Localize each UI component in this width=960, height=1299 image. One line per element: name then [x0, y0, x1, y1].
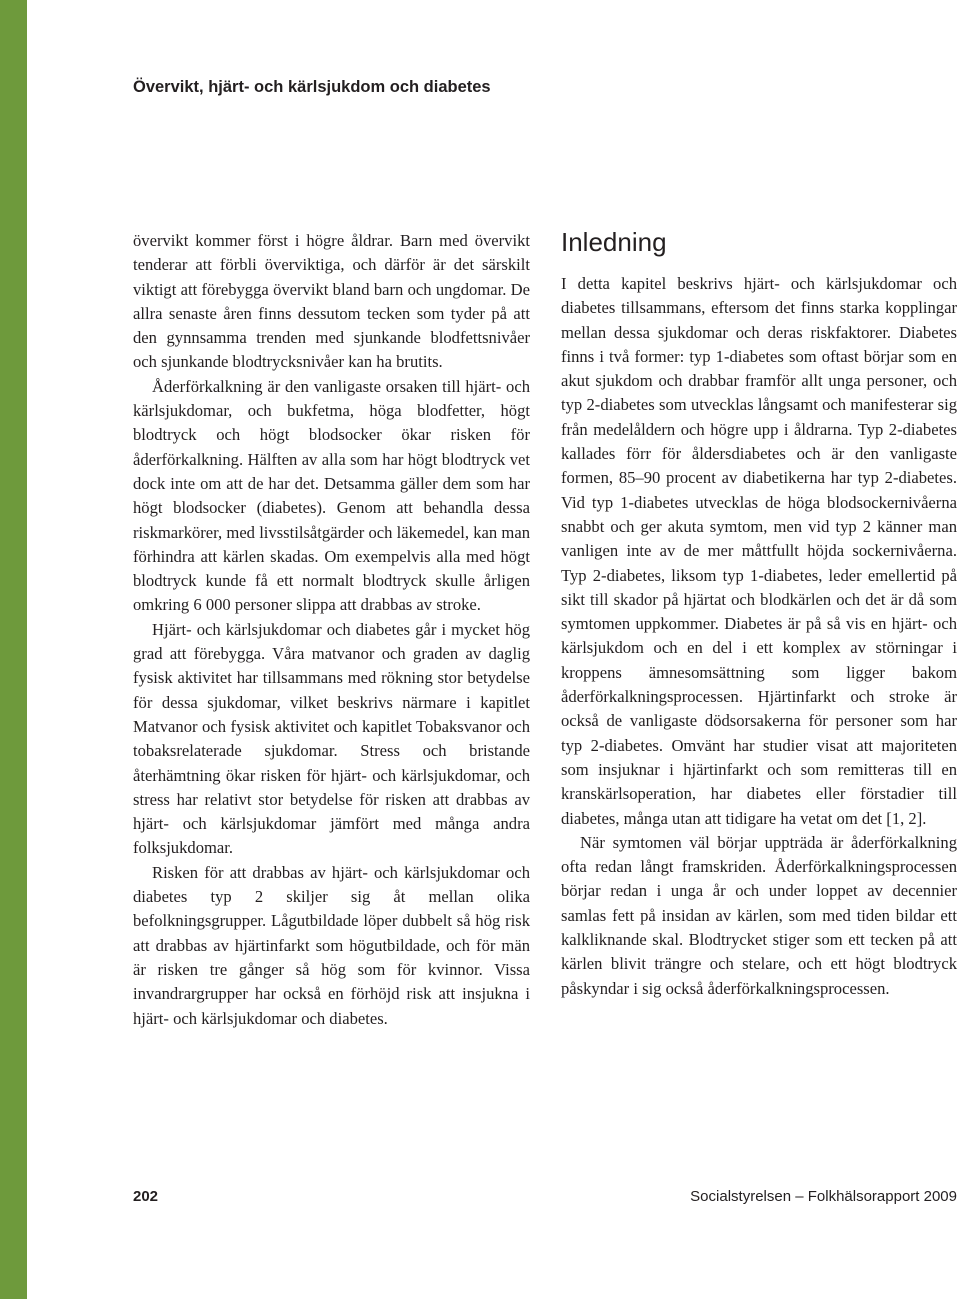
section-heading: Inledning	[561, 227, 667, 257]
right-column	[561, 226, 957, 1001]
body-paragraph: Risken för att drabbas av hjärt- och kärlsjukdomar och diabetes typ 2 skiljer sig åt mellan olika befolkningsgrupper. Lågutbildade löper dubbelt så hög risk att drabbas av hjärtinfarkt som högutbildade, och för män är risken tre gånger så hög som för kvinnor. Vissa invandrargrupper har också en förhöjd risk att insjukna i hjärt- och kärlsjukdomar och diabetes.	[133, 862, 530, 1028]
publication-title: Socialstyrelsen – Folkhälsorapport 2009	[690, 1188, 957, 1205]
body-paragraph: övervikt kommer först i högre åldrar. Barn med övervikt tenderar att förbli överviktiga, och därför är det särskilt viktigt att förebygga övervikt bland barn och ungdomar. De allra senaste åren finns dessutom tecken som tyder på att den gynnsamma trenden med sjunkande blodfettsnivåer och sjunkande blodtrycksnivåer kan ha brutits.	[133, 231, 530, 372]
page-number: 202	[133, 1188, 159, 1205]
margin-color-stripe	[0, 0, 27, 1299]
body-paragraph: Hjärt- och kärlsjukdomar och diabetes går i mycket hög grad att förebygga. Våra matvanor och graden av daglig fysisk aktivitet har tillsammans med rökning stor betydelse för dessa sjukdomar, vilket beskrivs närmare i kapitlet Matvanor och fysisk aktivitet och kapitlet Tobaksvanor och tobaksrelaterade sjukdomar. Stress och bristande återhämtning ökar risken för hjärt- och kärlsjukdomar, och stress har relativt stor betydelse för risken att drabbas av hjärt- och kärlsjukdomar jämfört med många andra folksjukdomar.	[133, 619, 530, 858]
body-paragraph: När symtomen väl börjar uppträda är åderförkalkning ofta redan långt framskriden. Åderförkalkningsprocessen börjar redan i unga år och under loppet av decennier samlas fett på insidan av kärlen, som med tiden bildar ett kalkliknande skal. Blodtrycket stiger som ett tecken på att kärlen blivit trängre och stelare, och ett högt blodtryck påskyndar i sig också åderförkalkningsprocessen.	[561, 832, 957, 998]
body-paragraph: Åderförkalkning är den vanligaste orsaken till hjärt- och kärlsjukdomar, och bukfetma, höga blodfetter, högt blodtryck och högt blodsocker ökar risken för åderförkalkning. Hälften av alla som har högt blodtryck vet dock inte om att de har det. Detsamma gäller dem som har högt blodsocker (diabetes). Genom att behandla dessa riskmarkörer, med livsstilsåtgärder och läkemedel, kan man förhindra att kärlen skadas. Om exempelvis alla med högt blodtryck kunde få ett normalt blodtryck skulle årligen omkring 6 000 personer slippa att drabbas av stroke.	[133, 376, 530, 615]
body-paragraph: I detta kapitel beskrivs hjärt- och kärlsjukdomar och diabetes tillsammans, eftersom det finns starka kopplingar mellan dessa sjukdomar och deras riskfaktorer. Diabetes finns i två former: typ 1-diabetes som oftast börjar som en akut sjukdom och drabbar framför allt unga personer, och typ 2-diabetes som utvecklas långsamt och manifesterar sig från medelåldern och högre upp i åldrarna. Typ 2-diabetes kallades förr för åldersdiabetes och är den vanligaste formen, 85–90 procent av diabetikerna har typ 2-diabetes. Vid typ 1-diabetes utvecklas de höga blodsockernivåerna snabbt och ger akuta symtom, men vid typ 2 känner man vanligen inte av de mer måttfullt höjda sockernivåerna. Typ 2-diabetes, liksom typ 1-diabetes, leder emellertid på sikt till skador på hjärtat och blodkärlen och det är då som symtomen uppkommer. Diabetes är på så vis en hjärt- och kärlsjukdom och en del i ett komplex av störningar i kroppens ämnesomsättning som ligger bakom åderförkalkningsprocessen. Hjärtinfarkt och stroke är också de vanligaste dödsorsakerna för personer som har typ 2-diabetes. Omvänt har studier visat att majoriteten som insjuknar i hjärtinfarkt och som remitteras till en kranskärlsoperation, har diabetes eller förstadier till diabetes, många utan att tidigare ha vetat om det [1, 2].	[561, 274, 957, 828]
left-column	[133, 229, 530, 1031]
running-head: Övervikt, hjärt- och kärlsjukdom och diabetes	[133, 78, 491, 96]
